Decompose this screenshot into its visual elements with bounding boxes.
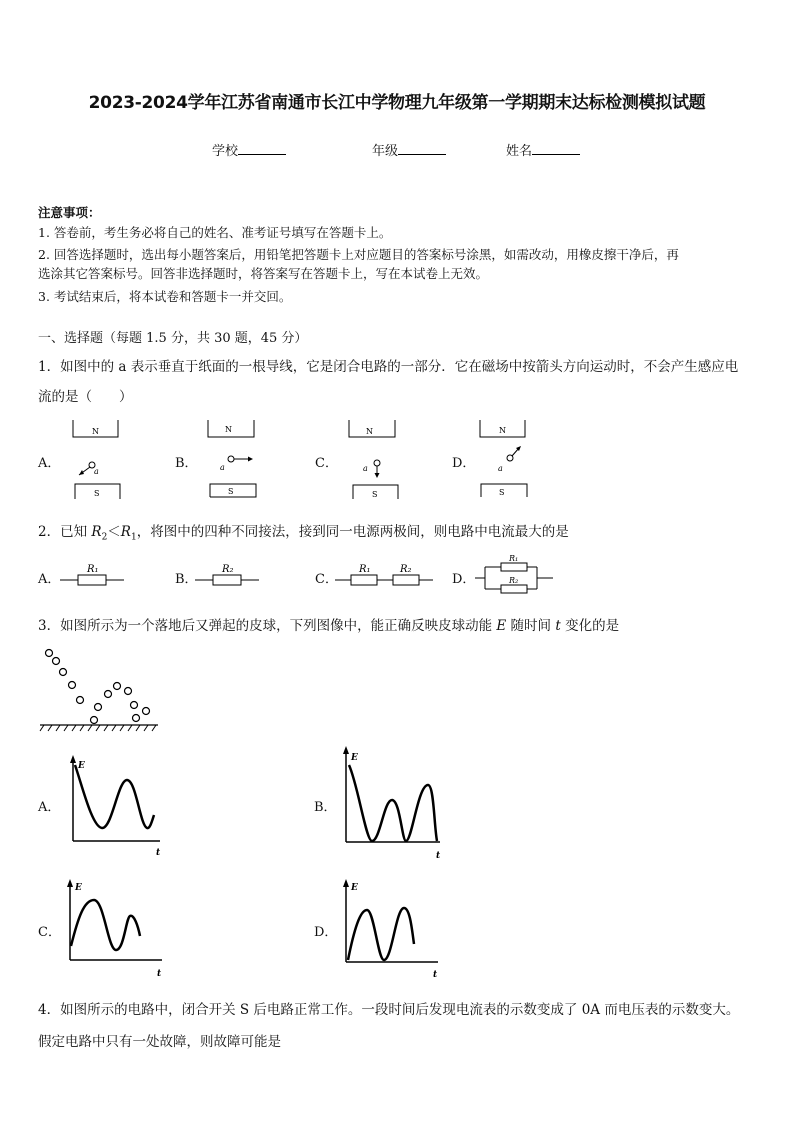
grade-blank[interactable] bbox=[398, 142, 446, 155]
section-heading: 一、选择题（每题 1.5 分，共 30 题，45 分） bbox=[38, 331, 308, 346]
name-label: 姓名 bbox=[506, 144, 533, 159]
q2-option-b-label[interactable]: B． bbox=[175, 572, 198, 587]
energy-curve bbox=[349, 765, 437, 841]
magnet-north-label: N bbox=[225, 425, 232, 434]
y-axis-label: E bbox=[351, 883, 358, 893]
q2-option-d-circuit[interactable] bbox=[475, 552, 560, 596]
notes-item-2-cont: 选涂其它答案标号。回答非选择题时，将答案写在答题卡上，写在本试卷上无效。 bbox=[38, 266, 489, 281]
resistor-r1 bbox=[351, 575, 377, 585]
notes-item-2: 2. 回答选择题时，选出每小题答案后，用铅笔把答题卡上对应题目的答案标号涂黑，如需改动，用橡皮擦干净后，再 bbox=[38, 247, 679, 262]
resistor-r2 bbox=[213, 575, 241, 585]
notes-item-1: 1. 答卷前，考生务必将自己的姓名、准考证号填写在答题卡上。 bbox=[38, 225, 392, 240]
magnet-south-label: S bbox=[228, 487, 234, 496]
q3-option-d-graph[interactable] bbox=[340, 878, 445, 980]
wire-label: a bbox=[498, 464, 503, 473]
q1-option-a-label[interactable]: A． bbox=[38, 456, 61, 471]
magnet-south-label: S bbox=[499, 488, 505, 497]
q3-option-a-graph[interactable] bbox=[68, 755, 168, 860]
name-blank[interactable] bbox=[532, 142, 580, 155]
wire-label: a bbox=[363, 464, 368, 473]
q1-option-c-figure[interactable] bbox=[348, 420, 408, 500]
energy-curve bbox=[71, 900, 140, 950]
q2-text: 2．已知 $R_2<R_1$，将图中的四种不同接法，接到同一电源两极间，则电路中电流最大的是 bbox=[38, 524, 569, 543]
q3-option-b-label[interactable]: B． bbox=[314, 800, 337, 815]
q1-option-b-label[interactable]: B． bbox=[175, 456, 198, 471]
q4-text-line2: 假定电路中只有一处故障，则故障可能是 bbox=[38, 1034, 281, 1050]
resistor-r2 bbox=[393, 575, 419, 585]
x-axis-label: t bbox=[436, 851, 441, 861]
page-title: 2023-2024学年江苏省南通市长江中学物理九年级第一学期期末达标检测模拟试题 bbox=[88, 93, 706, 113]
school-label: 学校 bbox=[212, 144, 239, 159]
energy-curve bbox=[75, 765, 154, 828]
x-axis-label: t bbox=[157, 969, 162, 979]
q3-option-b-graph[interactable] bbox=[340, 745, 450, 863]
resistor-r1 bbox=[78, 575, 106, 585]
q2-option-a-label[interactable]: A． bbox=[38, 572, 61, 587]
grade-label: 年级 bbox=[372, 144, 399, 159]
q3-option-a-label[interactable]: A． bbox=[38, 800, 61, 815]
name-field[interactable] bbox=[506, 140, 580, 159]
q2-option-d-label[interactable]: D． bbox=[452, 572, 476, 587]
q2-option-c-label[interactable]: C． bbox=[315, 572, 338, 587]
q3-option-c-graph[interactable] bbox=[64, 878, 169, 980]
magnet-north-label: N bbox=[92, 427, 99, 436]
grade-field[interactable] bbox=[372, 140, 446, 159]
q1-text-line2: 流的是（ ） bbox=[38, 389, 133, 405]
magnet-south-label: S bbox=[94, 489, 100, 498]
q1-option-c-label[interactable]: C． bbox=[315, 456, 338, 471]
q1-option-b-figure[interactable] bbox=[206, 420, 266, 500]
q1-text-line1: 1．如图中的 a 表示垂直于纸面的一根导线，它是闭合电路的一部分．它在磁场中按箭头方向运动时，不会产生感应电 bbox=[38, 359, 739, 375]
resistor-label: R₁ bbox=[509, 554, 519, 563]
resistor-label: R₁ bbox=[87, 564, 99, 575]
wire-label: a bbox=[220, 463, 225, 472]
notes-heading: 注意事项： bbox=[38, 205, 101, 220]
y-axis-label: E bbox=[351, 753, 358, 763]
q1-option-d-label[interactable]: D． bbox=[452, 456, 476, 471]
magnet-south-label: S bbox=[372, 490, 378, 499]
energy-curve bbox=[348, 908, 414, 960]
school-blank[interactable] bbox=[238, 142, 286, 155]
q2-option-a-circuit[interactable] bbox=[60, 560, 130, 590]
q2-option-b-circuit[interactable] bbox=[195, 560, 265, 590]
y-axis-label: E bbox=[78, 761, 85, 771]
wire-circle bbox=[228, 456, 234, 462]
notes-item-3: 3. 考试结束后，将本试卷和答题卡一并交回。 bbox=[38, 289, 292, 304]
wire-label: a bbox=[94, 467, 99, 476]
resistor-label: R₂ bbox=[509, 576, 519, 585]
q3-option-d-label[interactable]: D． bbox=[314, 925, 338, 940]
resistor-r1 bbox=[501, 563, 527, 571]
q1-option-d-figure[interactable] bbox=[477, 420, 537, 500]
magnet-north-label: N bbox=[366, 427, 373, 436]
resistor-label: R₂ bbox=[400, 564, 412, 575]
q1-option-a-figure[interactable] bbox=[70, 420, 130, 500]
x-axis-label: t bbox=[156, 848, 161, 858]
wire-circle bbox=[374, 460, 380, 466]
resistor-label: R₂ bbox=[222, 564, 234, 575]
q4-text-line1: 4．如图所示的电路中，闭合开关 S 后电路正常工作。一段时间后发现电流表的示数变成了 0A 而电压表的示数变大。 bbox=[38, 1002, 740, 1018]
q2-option-c-circuit[interactable] bbox=[335, 560, 435, 590]
bouncing-ball-figure bbox=[38, 645, 163, 735]
q3-text: 3．如图所示为一个落地后又弹起的皮球，下列图像中，能正确反映皮球动能 E 随时间 t 变化的是 bbox=[38, 618, 620, 634]
y-axis-label: E bbox=[75, 883, 82, 893]
magnet-north-label: N bbox=[499, 426, 506, 435]
x-axis-label: t bbox=[433, 970, 438, 980]
resistor-label: R₁ bbox=[359, 564, 371, 575]
resistor-r2 bbox=[501, 585, 527, 593]
q3-option-c-label[interactable]: C． bbox=[38, 925, 61, 940]
school-field[interactable] bbox=[212, 140, 286, 159]
